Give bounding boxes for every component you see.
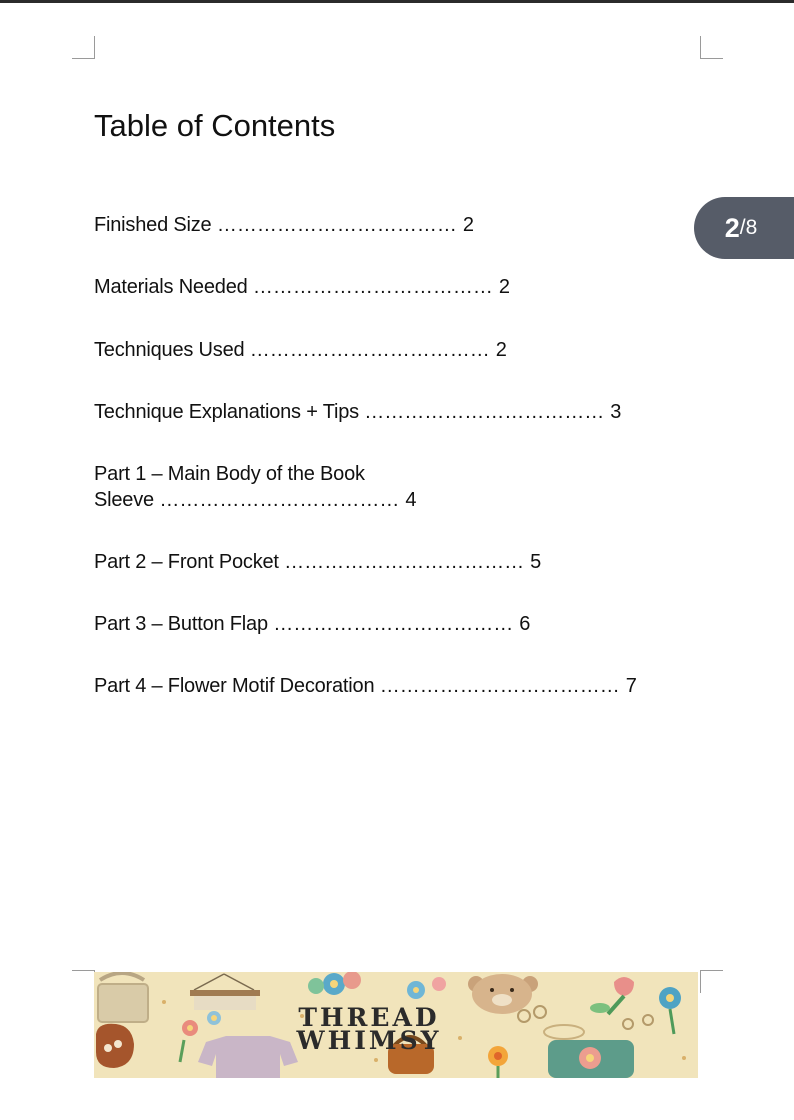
toc-label: Part 4 – Flower Motif Decoration <box>94 675 375 697</box>
toc-leader-dots: ……………………………… <box>379 675 620 697</box>
toc-page-number: 2 <box>498 276 510 298</box>
toc-entry-technique-explanations[interactable] <box>94 399 621 425</box>
toc-page-number: 3 <box>610 401 622 423</box>
blue-flower-icon <box>659 987 681 1034</box>
toc-entry-part-1[interactable] <box>94 461 416 513</box>
flower-bouquet-icon <box>308 972 446 999</box>
jewelry-icon <box>518 1006 653 1039</box>
toc-leader-dots: ……………………………… <box>216 214 457 236</box>
toc-page-number: 4 <box>405 489 417 511</box>
cushion-icon <box>548 1040 634 1078</box>
toc-entry-finished-size[interactable] <box>94 212 474 238</box>
mitten-icon <box>96 1024 134 1068</box>
current-page: 2 <box>724 212 740 243</box>
toc-label: Techniques Used <box>94 339 245 361</box>
toc-page-number: 2 <box>462 214 474 236</box>
toc-page-number: 5 <box>530 551 542 573</box>
brand-line-2: WHIMSY <box>296 1026 442 1055</box>
crop-mark-bottom-left <box>72 970 95 993</box>
toc-entry-techniques-used[interactable] <box>94 337 507 363</box>
footer-banner <box>94 972 698 1078</box>
tulip-icon <box>590 977 634 1014</box>
toc-label-continued: Sleeve <box>94 489 154 511</box>
toc-leader-dots: ……………………………… <box>284 551 525 573</box>
toc-label: Part 2 – Front Pocket <box>94 551 279 573</box>
toc-entry-materials-needed[interactable] <box>94 274 510 300</box>
toc-page-number: 6 <box>519 613 531 635</box>
crop-mark-top-right <box>700 36 723 59</box>
toc-leader-dots: ……………………………… <box>249 339 490 361</box>
toc-entry-part-4[interactable] <box>94 673 637 699</box>
toc-label: Finished Size <box>94 214 212 236</box>
page-title: Table of Contents <box>94 108 336 143</box>
brand-logo <box>239 1003 499 1055</box>
brand-line-1: THREAD <box>298 1003 440 1032</box>
toc-entry-part-2[interactable] <box>94 549 541 575</box>
page-indicator[interactable] <box>694 197 794 259</box>
toc-label: Technique Explanations + Tips <box>94 401 359 423</box>
crop-mark-top-left <box>72 36 95 59</box>
top-edge <box>0 0 794 3</box>
hanging-sign-icon <box>190 974 260 1010</box>
toc-leader-dots: ……………………………… <box>159 489 400 511</box>
toc-label: Part 3 – Button Flap <box>94 613 268 635</box>
toc-page-number: 7 <box>625 675 637 697</box>
crop-mark-bottom-right <box>700 970 723 993</box>
toc-leader-dots: ……………………………… <box>273 613 514 635</box>
toc-leader-dots: ……………………………… <box>364 401 605 423</box>
tote-bag-icon <box>98 973 148 1022</box>
total-pages: /8 <box>739 216 758 239</box>
toc-label: Materials Needed <box>94 276 248 298</box>
toc-label: Part 1 – Main Body of the Book <box>94 463 365 485</box>
toc-entry-part-3[interactable] <box>94 611 530 637</box>
toc-page-number: 2 <box>495 339 507 361</box>
toc-leader-dots: ……………………………… <box>252 276 493 298</box>
